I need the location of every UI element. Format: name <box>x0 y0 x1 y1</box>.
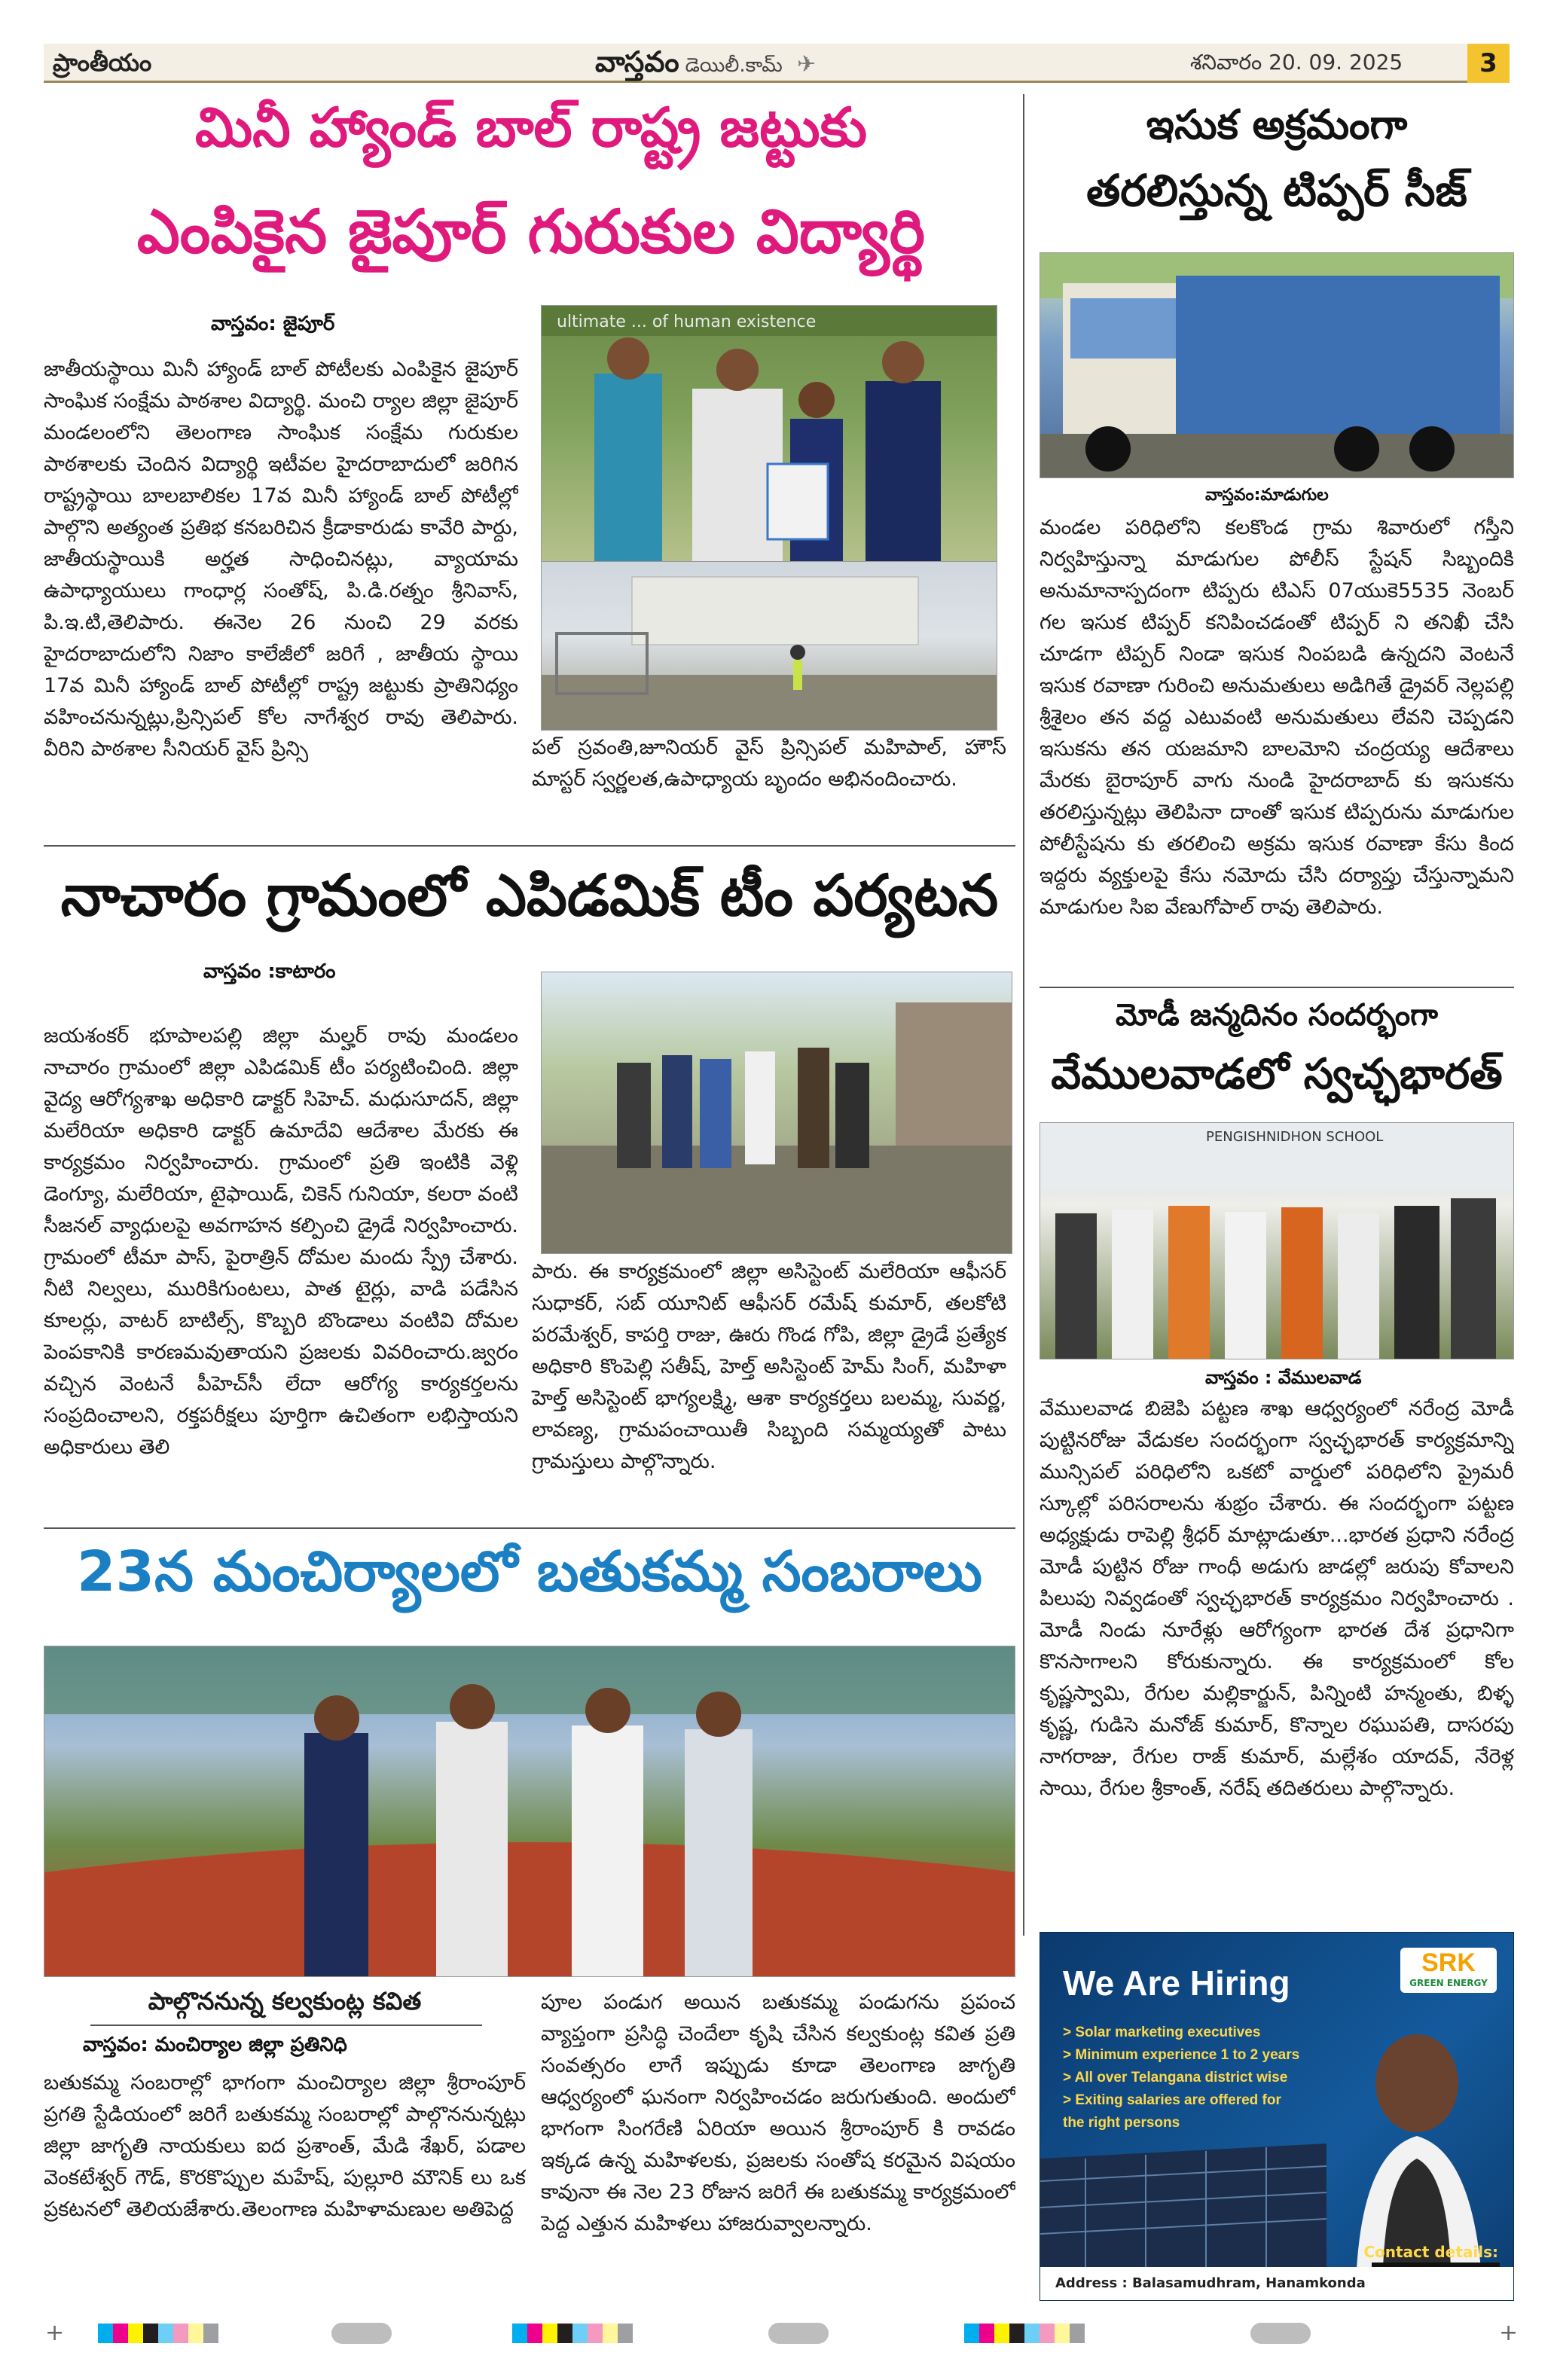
story5-kicker: మోడీ జన్మదినం సందర్భంగా <box>1115 998 1438 1033</box>
story2-body-continued: పారు. ఈ కార్యక్రమంలో జిల్లా అసిస్టెంట్ మలేరియా ఆఫీసర్ సుధాకర్, సబ్ యూనిట్ ఆఫీసర్ రమేష్ కుమార్, తలకోటి పరమేశ్వర్, కాపర్తి రాజు, ఊరు గొండ గోపి, జిల్లా డ్రైడే ప్రత్యేక అధికారి కొంపెల్లి సతీష్, హెల్త్ అసిస్టెంట్ హెమ్ సింగ్, మహిళా హెల్త్ అసిస్టెంట్ భాగ్యలక్ష్మి, ఆశా కార్యకర్తలు బలమ్మ, సువర్ణ, లావణ్య, గ్రామపంచాయితీ సిబ్బంది సమ్మయ్యతో పాటు గ్రామస్తులు పాల్గొన్నారు. <box>532 1260 1006 1473</box>
ad-item: > All over Telangana district wise <box>1063 2070 1288 2086</box>
story5-dateline: వాస్తవం : వేములవాడ <box>1205 1367 1362 1388</box>
story1-headline-line2: ఎంపికైన జైపూర్ గురుకుల విద్యార్థి <box>136 197 926 267</box>
photo-banner-text: ultimate ... of human existence <box>557 313 817 331</box>
masthead-brand <box>595 45 816 86</box>
story2-body: జయశంకర్ భూపాలపల్లి జిల్లా మల్హర్ రావు మండలం నాచారం గ్రామంలో జిల్లా ఎపిడమిక్ టీం పర్యటించింది. జిల్లా వైద్య ఆరోగ్యశాఖ అధికారి డాక్టర్ సిహెచ్. మధుసూదన్, జిల్లా మలేరియా అధికారి డాక్టర్ ఉమాదేవి ఆదేశాల మేరకు ఈ కార్యక్రమం నిర్వహించారు. గ్రామంలో ప్రతి ఇంటికి వెళ్లి డెంగ్యూ, మలేరియా, టైఫాయిడ్, చికెన్ గునియా, కలరా వంటి సీజనల్ వ్యాధులపై అవగాహన కల్పించి డ్రైడే నిర్వహించారు. గ్రామంలో టీమా పాస్, పైరాత్రిన్ దోమల మందు స్ప్రే చేశారు. నీటి నిల్వలు, మురికిగుంటలు, పాత టైర్లు, వాడి పడేసిన కూలర్లు, వాటర్ బాటిల్స్, కొబ్బరి బొండాలు వంటివి దోమల పెంపకానికి కారణమవుతాయని ప్రజలకు వివరించారు.జ్వరం వచ్చిన వెంటనే పీహెచ్‌సీ లేదా ఆరోగ్య కార్యకర్తలను సంప్రదించాలని, రక్తపరీక్షలు పూర్తిగా ఉచితంగా లభిస్తాయని అధికారులు తెలి <box>44 1024 518 1459</box>
grey-pill-mark <box>1250 2323 1311 2344</box>
registration-mark-left: + <box>45 2320 65 2346</box>
story-divider <box>44 1527 1015 1529</box>
section-label: ప్రాంతీయం <box>53 48 152 77</box>
story5-photo-art <box>1040 1123 1514 1359</box>
story2-headline: నాచారం గ్రామంలో ఎపిడమిక్ టీం పర్యటన <box>60 862 999 929</box>
story3-subhead-rule <box>90 2025 482 2026</box>
story3-dateline: వాస్తవం: మంచిర్యాల జిల్లా ప్రతినిధి <box>83 2034 347 2056</box>
grey-pill-mark <box>768 2323 829 2344</box>
column-divider <box>1023 94 1024 1936</box>
story2-dateline: వాస్తవం :కాటారం <box>203 960 336 983</box>
story4-photo-art <box>1040 253 1514 478</box>
brand-sub: డెయిలీ.కామ్ <box>685 54 783 77</box>
registration-mark-right: + <box>1499 2320 1519 2346</box>
story3-headline: 23న మంచిర్యాలలో బతుకమ్మ సంబరాలు <box>77 1539 982 1604</box>
story4-headline-line1: ఇసుక అక్రమంగా <box>1146 101 1408 148</box>
story5-headline: వేములవాడలో స్వచ్ఛభారత్ <box>1051 1050 1503 1099</box>
story1-body: జాతీయస్థాయి మినీ హ్యాండ్ బాల్ పోటీలకు ఎంపికైన జైపూర్ సాంఘిక సంక్షేమ పాఠశాల విద్యార్థి. మంచి ర్యాల జిల్లా జైపూర్ మండలంలోని తెలంగాణ సాంఘిక సంక్షేమ గురుకుల పాఠశాలకు చెందిన విద్యార్థి ఇటీవల హైదరాబాదులో జరిగిన రాష్ట్రస్థాయి బాలబాలికల 17వ మినీ హ్యాండ్ బాల్ పోటీల్లో పాల్గొని అత్యంత ప్రతిభ కనబరిచిన క్రీడాకారుడు కావేరి పార్దు, జాతీయస్థాయికి అర్హత సాధించినట్లు, వ్యాయామ ఉపాధ్యాయులు గాంధార్ల సంతోష్, పి.డి.రత్నం శ్రీనివాస్, పి.ఇ.టి,తెలిపారు. ఈనెల 26 నుంచి 29 వరకు హైదరాబాదులోని నిజాం కాలేజీలో జరిగే , జాతీయ స్థాయి 17వ మినీ హ్యాండ్ బాల్ పోటీల్లో రాష్ట్ర జట్టుకు ప్రాతినిధ్యం వహించనున్నట్లు,ప్రిన్సిపల్ కోల నాగేశ్వర రావు తెలిపారు. వీరిని పాఠశాల సీనియర్ వైస్ ప్రిన్సి <box>44 358 518 761</box>
hiring-advertisement <box>1040 1932 1514 2301</box>
story1-headline-line1: మినీ హ్యాండ్ బాల్ రాష్ట్ర జట్టుకు <box>194 96 868 159</box>
story5-photo-swachh <box>1040 1122 1514 1359</box>
ad-item: > Solar marketing executives <box>1063 2025 1261 2040</box>
story1-photo-art <box>542 306 997 572</box>
issue-date: శనివారం 20. 09. 2025 <box>1190 50 1403 75</box>
story5-body: వేములవాడ బిజెపి పట్టణ శాఖ ఆధ్వర్యంలో నరేంద్ర మోడీ పుట్టినరోజు వేడుకల సందర్భంగా స్వచ్ఛభారత్ కార్యక్రమాన్ని మున్సిపల్ పరిధిలోని ఒకటో వార్డులో పరిధిలోని ప్రైమరీ స్కూల్లో పరిసరాలను శుభ్రం చేశారు. ఈ సందర్భంగా పట్టణ అధ్యక్షుడు రాపెల్లి శ్రీధర్ మాట్లాడుతూ...భారత ప్రధాని నరేంద్ర మోడీ పుట్టిన రోజు గాంధీ అడుగు జాడల్లో జరుపు కోవాలని పిలుపు నివ్వడంతో స్వచ్ఛభారత్ కార్యక్రమం నిర్వహించారు . మోడీ నిండు నూరేళ్లు ఆరోగ్యంగా భారత దేశ ప్రధానిగా కొనసాగాలని కోరుకున్నారు. ఈ కార్యక్రమంలో కోల కృష్ణస్వామి, రేగుల మల్లికార్జున్, పిన్నింటి హన్మంతు, బిళ్ళ కృష్ణ, గుడిసె మనోజ్ కుమార్, కొన్నాల రఘుపతి, దాసరపు నాగరాజు, రేగుల రాజ్ కుమార్, మల్లేశం యాదవ్, నేరెళ్ల సాయి, రేగుల శ్రీకాంత్, నరేష్ తదితరులు పాల్గొన్నారు. <box>1040 1397 1514 1800</box>
story3-body-continued: పూల పండుగ అయిన బతుకమ్మ పండుగను ప్రపంచ వ్యాప్తంగా ప్రసిద్ధి చెందేలా కృషి చేసిన కల్వకుంట్ల కవిత ప్రతి సంవత్సరం లాగే ఇప్పుడు కూడా తెలంగాణ జాగృతి ఆధ్వర్యంలో ఘనంగా నిర్వహించడం జరుగుతుంది. అందులో భాగంగా సింగరేణి ఏరియా అయిన శ్రీరాంపూర్ కి రావడం ఇక్కడ ఉన్న మహిళలకు, ప్రజలకు సంతోష కరమైన విషయం కావునా ఈ నెల 23 రోజున జరిగే ఈ బతుకమ్మ కార్యక్రమంలో పెద్ద ఎత్తున మహిళలు హాజరువ్వాలన్నారు. <box>541 1991 1015 2235</box>
story3-subhead: పాల్గొననున్న కల్వకుంట్ల కవిత <box>148 1987 422 2015</box>
ad-contact-label: Contact details: <box>1363 2243 1498 2261</box>
story1-photo-award <box>541 305 997 572</box>
story4-body: మండల పరిధిలోని కలకొండ గ్రామ శివారులో గస్తీని నిర్వహిస్తున్నా మాడుగుల పోలీస్ స్టేషన్ సిబ్బందికి అనుమానాస్పదంగా టిప్పరు టిఎస్ 07యుకె5535 నెంబర్ గల ఇసుక టిప్పర్ కనిపించడంతో టిప్పర్ ని తనిఖీ చేసి చూడగా టిప్పర్ నిండా ఇసుక నింపబడి ఉన్నదని వెంటనే ఇసుక రవాణా గురించి అనుమతులు అడిగితే డ్రైవర్ నెల్లపల్లి శ్రీశైలం తన వద్ద ఎటువంటి అనుమతులు లేవని చెప్పడని ఇసుకను తన యజమాని బాలమోని చంద్రయ్య ఆదేశాలు మేరకు బైరాపూర్ వాగు నుండి హైదరాబాద్ కు ఇసుకను తరలిస్తున్నట్లు తెలిపినా దాంతో ఇసుక టిప్పరును మాడుగుల పోలీస్టేషను కు తరలించి అక్రమ ఇసుక రవాణా కేసు కింద ఇద్దరు వ్యక్తులపై కేసు నమోదు చేసి దర్యాప్తు చేస్తున్నామని మాడుగుల సిఐ వేణుగోపాల్ రావు తెలిపారు. <box>1040 516 1514 919</box>
ad-item: > Exiting salaries are offered for <box>1063 2092 1281 2108</box>
story4-headline-line2: తరలిస్తున్న టిప్పర్ సీజ్ <box>1086 165 1467 216</box>
color-bar <box>98 2324 218 2343</box>
story4-dateline: వాస్తవం:మాడుగుల <box>1205 486 1329 505</box>
bird-icon: ✈ <box>796 51 817 78</box>
story3-photo-leaders <box>44 1646 1015 1977</box>
story2-photo-team <box>541 972 1012 1254</box>
story-divider <box>44 845 1015 847</box>
story1-body-continued: పల్ స్రవంతి,జూనియర్ వైస్ ప్రిన్సిపల్ మహిపాల్, హౌస్ మాస్టర్ స్వర్ణలత,ఉపాధ్యాయ బృందం అభినందించారు. <box>532 736 1006 791</box>
brand-name: వాస్తవం <box>595 45 679 78</box>
color-bar <box>512 2324 633 2343</box>
ad-item: the right persons <box>1063 2115 1180 2131</box>
color-bar <box>964 2324 1085 2343</box>
story2-photo-art <box>542 972 1012 1254</box>
story4-photo-tipper <box>1040 252 1514 478</box>
ad-title: We Are Hiring <box>1063 1964 1290 2003</box>
story1-court-art <box>542 562 997 731</box>
story-divider <box>1040 987 1514 988</box>
photo-school-sign: PENGISHNIDHON SCHOOL <box>1206 1129 1384 1145</box>
story1-photo-court <box>541 561 997 731</box>
story3-body: బతుకమ్మ సంబరాల్లో భాగంగా మంచిర్యాల జిల్లా శ్రీరాంపూర్ ప్రగతి స్టేడియంలో జరిగే బతుకమ్మ సంబరాల్లో పాల్గొననున్నట్లు జిల్లా జాగృతి నాయకులు ఐద ప్రశాంత్, మేడి శేఖర్, పడాల వెంకటేశ్వర్ గౌడ్, కొరకొప్పుల మహేష్, పుల్లూరి మౌనిక్ లు ఒక ప్రకటనలో తెలియజేశారు.తెలంగాణ మహిళామణుల అతిపెద్ద <box>44 2071 526 2221</box>
story1-dateline: వాస్తవం: జైపూర్ <box>211 313 335 335</box>
page-number: 3 <box>1467 44 1510 83</box>
ad-address: Address : Balasamudhram, Hanamkonda <box>1040 2267 1513 2300</box>
ad-item: > Minimum experience 1 to 2 years <box>1063 2047 1300 2063</box>
story3-photo-art <box>44 1646 1015 1977</box>
ad-logo-text: SRK <box>1421 1948 1476 1977</box>
ad-logo-sub: GREEN ENERGY <box>1409 1978 1488 1988</box>
grey-pill-mark <box>331 2323 392 2344</box>
